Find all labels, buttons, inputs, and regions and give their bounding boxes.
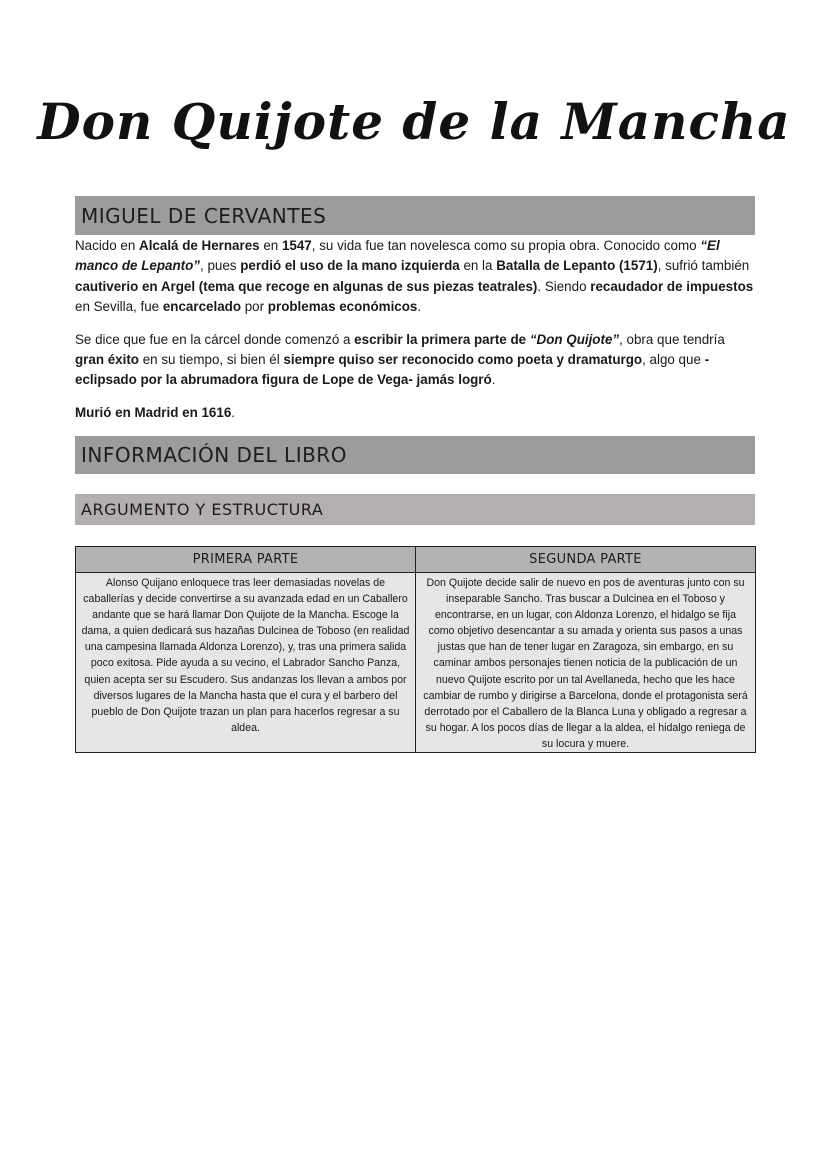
table-row — [76, 573, 756, 753]
table-cell-second-part: Don Quijote decide salir de nuevo en pos de aventuras junto con su inseparable Sancho. Tras buscar a Dulcinea en el Toboso y encontrarse, en un lugar, con Aldonza Lorenzo, el hidalgo se fija como objetivo desencantar a su amada y orienta sus pasos a unas justas que han de tener lugar en Zaragoza, sin embargo, en su caminar ambos personajes tienen noticia de la publicación de un nuevo Quijote escrito por un tal Avellaneda, hecho que les hace cambiar de rumbo y dirigirse a Barcelona, donde el protagonista será derrotado por el Caballero de la Blanca Luna y obligado a regresar a su hogar. A los pocos días de llegar a la aldea, el hidalgo reniega de su locura y muere. — [416, 573, 756, 753]
text-run: por — [241, 299, 268, 315]
text-run: . — [417, 299, 422, 315]
text-run: en Sevilla, fue — [75, 299, 163, 315]
subsection-heading-plot: ARGUMENTO Y ESTRUCTURA — [75, 494, 755, 525]
bold-text: problemas económicos — [267, 299, 418, 315]
text-run: en la — [459, 258, 497, 274]
bold-text: gran éxito — [75, 352, 139, 368]
text-run: Nacido en — [75, 238, 140, 253]
text-run: . — [231, 404, 235, 420]
text-run: Se dice que fue en la cárcel donde comenzó a — [75, 331, 355, 347]
text-run: . — [491, 372, 496, 388]
bold-text: encarcelado — [162, 299, 241, 315]
bold-italic-text: “Don Quijote” — [529, 331, 620, 347]
text-run: . Siendo — [537, 278, 591, 294]
text-run: , obra que tendría — [619, 331, 725, 347]
bold-text: Alcalá de Hernares — [139, 238, 260, 253]
bold-text: 1547 — [281, 238, 312, 253]
bio-paragraph-3 — [75, 403, 755, 423]
text-run: , pues — [200, 258, 241, 274]
table-header-first-part: PRIMERA PARTE — [76, 547, 416, 573]
bold-text: siempre quiso ser reconocido como poeta y dramaturgo — [283, 352, 643, 368]
parts-table — [75, 546, 756, 753]
bold-text: Murió en Madrid en 1616 — [75, 404, 232, 420]
bold-text: cautiverio en Argel (tema que recoge en algunas de sus piezas teatrales) — [75, 278, 538, 294]
author-biography — [75, 236, 755, 435]
bio-paragraph-2 — [75, 330, 755, 391]
table-header-second-part: SEGUNDA PARTE — [416, 547, 756, 573]
bold-text: -eclipsado por la abrumadora figura de Lope de Vega- jamás logró — [75, 352, 710, 388]
text-run: , su vida fue tan novelesca como su propia obra. Conocido como — [311, 238, 701, 253]
bio-paragraph-1 — [75, 236, 755, 318]
bold-italic-text: “El manco de Lepanto” — [75, 238, 720, 274]
table-cell-first-part: Alonso Quijano enloquece tras leer demasiadas novelas de caballerías y decide convertirse a su avanzada edad en un Caballero andante que se hará llamar Don Quijote de la Mancha. Escoge la dama, a quien dedicará sus hazañas Dulcinea de Toboso (en realidad una campesina llamada Aldonza Lorenzo), y, tras una primera salida poco exitosa. Pide ayuda a su vecino, el Labrador Sancho Panza, quien acepta ser su Escudero. Sus andanzas los llevan a ambos por diversos lugares de la Mancha hasta que el cura y el barbero del pueblo de Don Quijote trazan un plan para hacerlos regresar a su aldea. — [76, 573, 416, 753]
section-heading-author: MIGUEL DE CERVANTES — [75, 196, 755, 235]
bold-text: escribir la primera parte de — [354, 331, 530, 347]
document-title: Don Quijote de la Mancha — [37, 92, 791, 151]
text-run: en — [259, 238, 282, 253]
text-run: , sufrió también — [657, 258, 750, 274]
text-run: en su tiempo, si bien él — [139, 352, 284, 368]
bold-text: perdió el uso de la mano izquierda — [240, 258, 460, 274]
bold-text: recaudador de impuestos — [590, 278, 754, 294]
text-run: , algo que — [642, 352, 705, 368]
section-heading-book-info: INFORMACIÓN DEL LIBRO — [75, 436, 755, 474]
bold-text: Batalla de Lepanto (1571) — [496, 258, 658, 274]
